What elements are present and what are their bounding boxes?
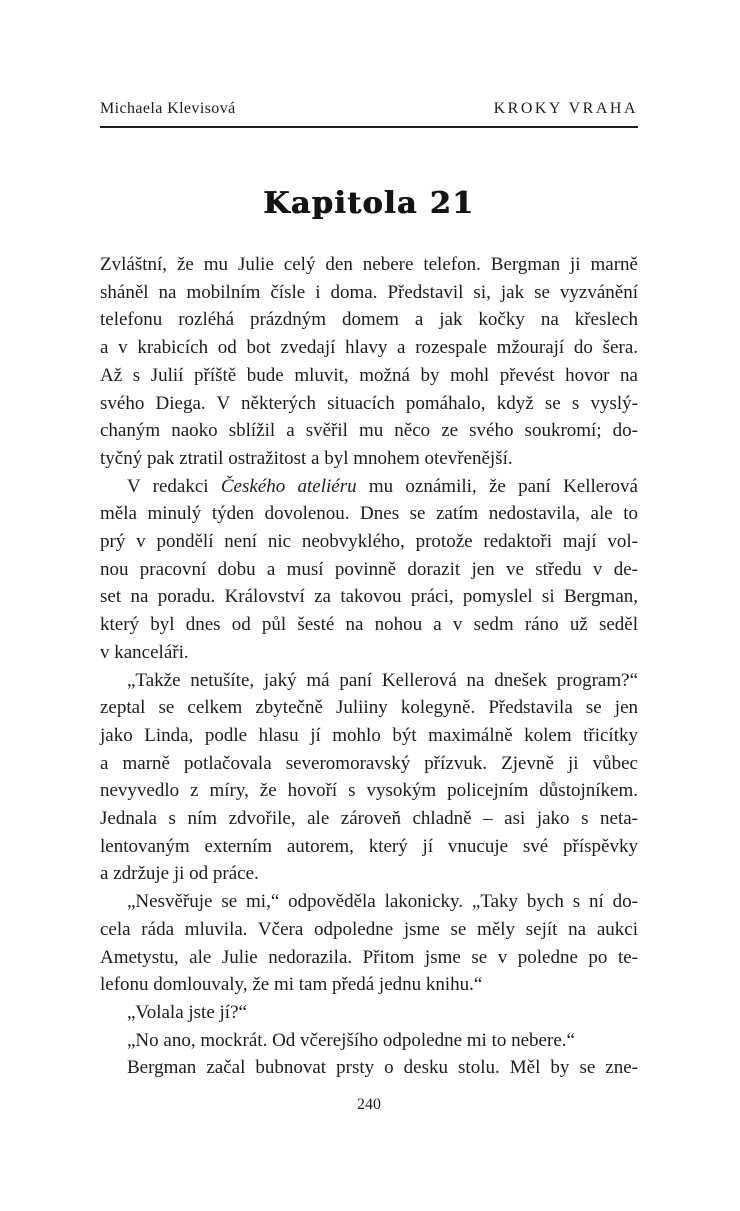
magazine-name-italic: Českého ateliéru (220, 475, 357, 497)
page-footer (100, 1096, 638, 1114)
text-line: Ametystu, ale Julie nedorazila. Přitom jsme se v poledne po te- (100, 946, 638, 968)
text-line: „Takže netušíte, jaký má paní Kellerová na dnešek program?“ (127, 669, 638, 691)
text-line: sháněl na mobilním čísle i doma. Představil si, jak se vyzvánění (100, 281, 638, 303)
text-line: „No ano, mockrát. Od včerejšího odpoledne mi to nebere.“ (127, 1029, 575, 1051)
text-line: lefonu domlouvaly, že mi tam předá jednu knihu.“ (100, 974, 483, 996)
paragraph (100, 1054, 638, 1082)
header-rule (100, 126, 638, 128)
text-line: Jednala s ním zdvořile, ale zároveň chladně – asi jako s neta- (100, 808, 638, 830)
paragraph (100, 999, 638, 1027)
body-text (100, 251, 638, 1082)
paragraph (100, 667, 638, 889)
text-line: set na poradu. Království za takovou práci, pomyslel si Bergman, (100, 586, 638, 608)
text-line: tyčný pak ztratil ostražitost a byl mnohem otevřenější. (100, 447, 513, 469)
text-line: prý v pondělí není nic neobvyklého, protože redaktoři mají vol- (100, 531, 638, 553)
text-line: a zdržuje ji od práce. (100, 863, 259, 885)
text-line: „Volala jste jí?“ (127, 1001, 247, 1023)
text-line: chaným naoko sblížil a svěřil mu něco ze svého soukromí; do- (100, 420, 638, 442)
text-line: měla minulý týden dovolenou. Dnes se zatím nedostavila, ale to (100, 503, 638, 525)
chapter-title: Kapitola 21 (263, 186, 475, 221)
text-line: zeptal se celkem zbytečně Juliiny kolegyně. Představila se jen (100, 697, 638, 719)
text-line: svého Diega. V některých situacích pomáhalo, když se s vyslý- (100, 392, 638, 414)
text-line: lentovaným externím autorem, který jí vnucuje své příspěvky (100, 835, 638, 857)
page-number: 240 (357, 1096, 381, 1113)
text-line: Až s Julií příště bude mluvit, možná by mohl převést hovor na (100, 364, 638, 386)
paragraph (100, 251, 638, 473)
text-line: Bergman začal bubnovat prsty o desku stolu. Měl by se zne- (127, 1057, 638, 1079)
book-title: KROKY VRAHA (493, 100, 638, 117)
text-line: Zvláštní, že mu Julie celý den nebere telefon. Bergman ji marně (100, 254, 638, 275)
text-line: nou pracovní dobu a musí povinně dorazit jen ve středu v de- (100, 558, 638, 580)
running-header (100, 100, 638, 118)
text-line: který byl dnes od půl šesté na nohou a v sedm ráno už seděl (100, 614, 638, 636)
author-name: Michaela Klevisová (100, 100, 236, 117)
text-line: nevyvedlo z míry, že hovoří s vysokým policejním důstojníkem. (100, 780, 638, 802)
text-line: „Nesvěřuje se mi,“ odpověděla lakonicky. „Taky bych s ní do- (127, 891, 638, 913)
text-line: a v krabicích od bot zvedají hlavy a rozespale mžourají do šera. (100, 337, 638, 359)
text-line: cela ráda mluvila. Včera odpoledne jsme se měly sejít na aukci (100, 918, 638, 940)
text-segment: V redakci (127, 475, 221, 497)
paragraph (100, 1027, 638, 1055)
text-line (100, 473, 638, 501)
paragraph (100, 888, 638, 999)
text-line: jako Linda, podle hlasu jí mohlo být maximálně kolem třicítky (100, 724, 638, 746)
text-line: telefonu rozléhá prázdným domem a jak kočky na křeslech (100, 309, 638, 331)
paragraph (100, 473, 638, 667)
text-segment: mu oznámili, že paní Kellerová (356, 475, 638, 497)
text-line: v kanceláři. (100, 641, 189, 663)
text-line: a marně potlačovala severomoravský přízvuk. Zjevně ji vůbec (100, 752, 638, 774)
